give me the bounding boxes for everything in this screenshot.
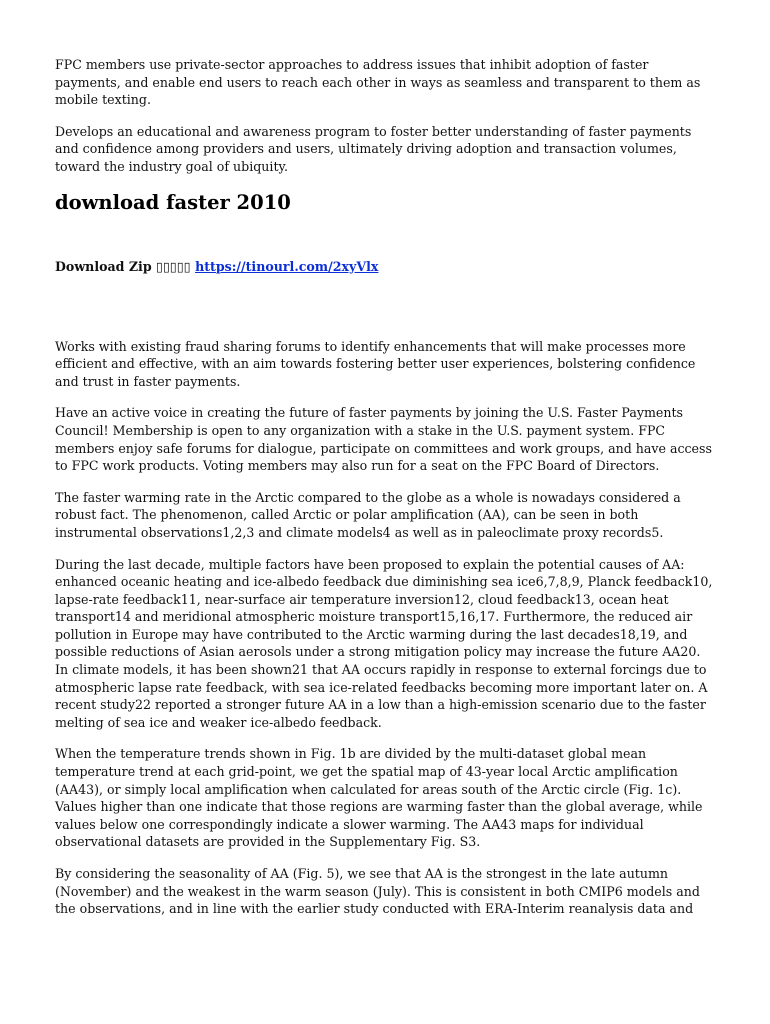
paragraph-arctic-warming: The faster warming rate in the Arctic compared to the globe as a whole is nowadays considered a robust fact. The phenomenon, called Arctic or polar amplification (AA), can be seen in both instrumental observations1,2,3 and climate models4 as well as in paleoclimate proxy records5.: [55, 489, 681, 540]
document-page: [55, 56, 717, 932]
download-symbols: ▯▯▯▯▯: [156, 258, 191, 274]
page-heading: download faster 2010: [55, 190, 291, 214]
spacer: [55, 276, 717, 338]
download-link[interactable]: https://tinourl.com/2xyVlx: [195, 258, 379, 274]
paragraph-education-program: Develops an educational and awareness program to foster better understanding of faster payments and confidence among providers and users, ultimately driving adoption and transaction volumes, toward the industry goal of ubiquity.: [55, 123, 692, 174]
paragraph-active-voice: Have an active voice in creating the future of faster payments by joining the U.S. Faster Payments Council! Membership is open to any organization with a stake in the U.S. payment system. FPC members enjoy safe forums for dialogue, participate on committees and work groups, and have access to FPC work products. Voting members may also run for a seat on the FPC Board of Directors.: [55, 405, 712, 474]
paragraph-fpc-members: FPC members use private-sector approaches to address issues that inhibit adoption of faster payments, and enable end users to reach each other in ways as seamless and transparent to them as mobile texting.: [55, 57, 701, 108]
paragraph-aa-seasonality: By considering the seasonality of AA (Fig. 5), we see that AA is the strongest in the late autumn (November) and the weakest in the warm season (July). This is consistent in both CMIP6 models and the observations, and in line with the earlier study conducted with ERA-Interim reanalysis data and: [55, 866, 700, 917]
paragraph-fraud-forums: Works with existing fraud sharing forums to identify enhancements that will make processes more efficient and effective, with an aim towards fostering better user experiences, bolstering confidence and trust in faster payments.: [55, 338, 696, 389]
paragraph-temperature-trends: When the temperature trends shown in Fig. 1b are divided by the multi-dataset global mean temperature trend at each grid-point, we get the spatial map of 43-year local Arctic amplification (AA43), or simply local amplification when calculated for areas south of the Arctic circle (Fig. 1c). Values higher than one indicate that those regions are warming faster than the global average, while values below one correspondingly indicate a slower warming. The AA43 maps for individual observational datasets are provided in the Supplementary Fig. S3.: [55, 746, 703, 850]
download-label: Download Zip: [55, 258, 152, 274]
paragraph-aa-factors: During the last decade, multiple factors have been proposed to explain the potential causes of AA: enhanced oceanic heating and ice-albedo feedback due diminishing sea ice6,7,8,9, Planck feedback10, lapse-rate feedback11, near-surface air temperature inversion12, cloud feedback13, ocean heat transport14 and meridional atmospheric moisture transport15,16,17. Furthermore, the reduced air pollution in Europe may have contributed to the Arctic warming during the last decades18,19, and possible reductions of Asian aerosols under a strong mitigation policy may increase the future AA20. In climate models, it has been shown21 that AA occurs rapidly in response to external forcings due to atmospheric lapse rate feedback, with sea ice-related feedbacks becoming more important later on. A recent study22 reported a stronger future AA in a low than a high-emission scenario due to the faster melting of sea ice and weaker ice-albedo feedback.: [55, 556, 713, 730]
download-line: [55, 258, 717, 276]
